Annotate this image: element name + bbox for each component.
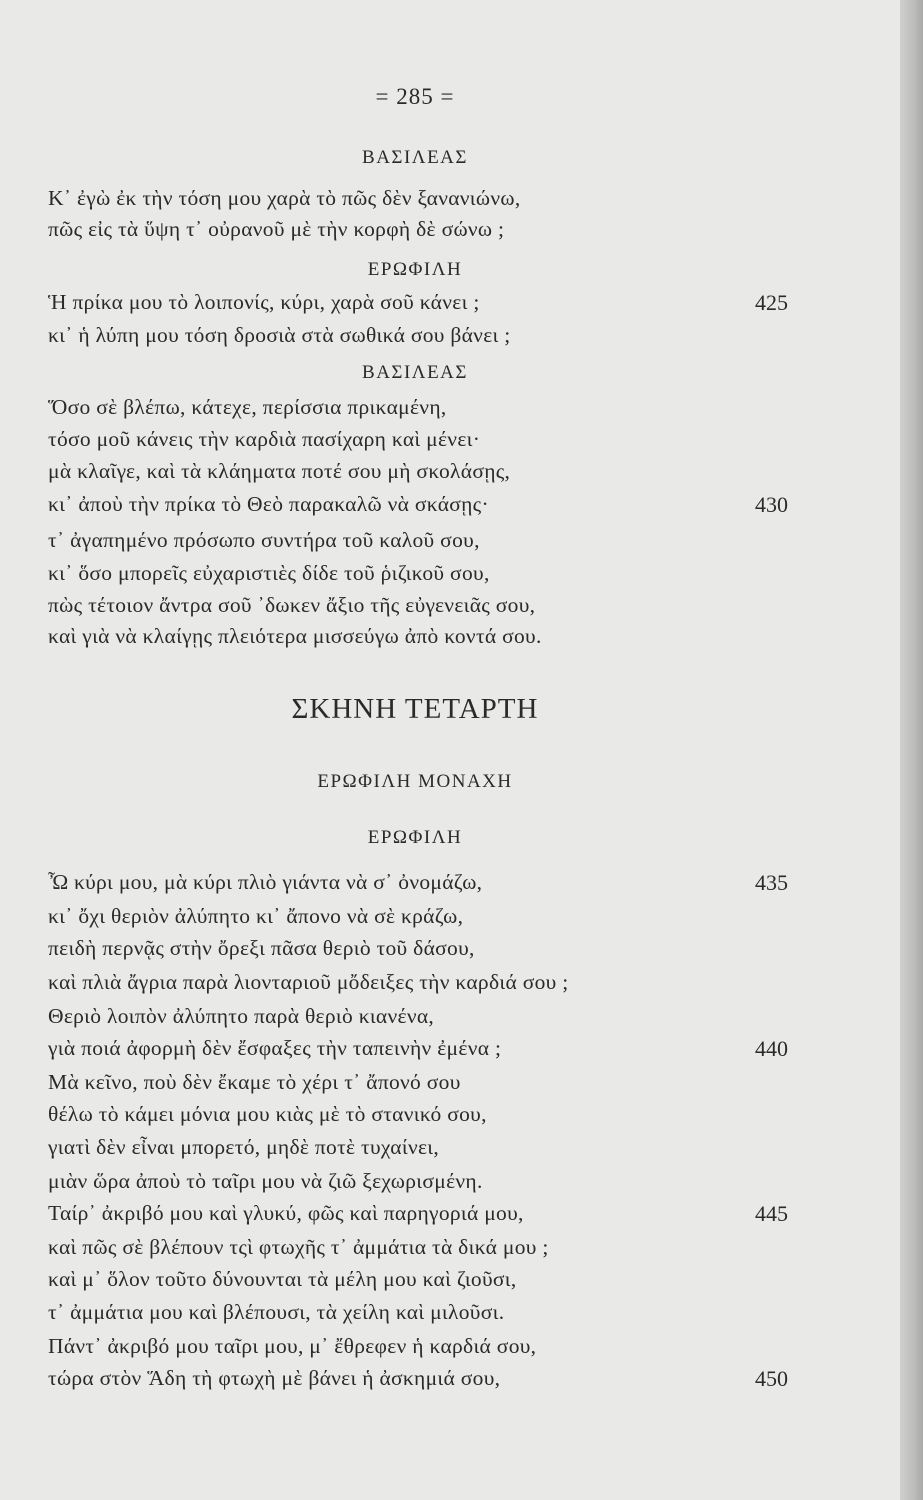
speaker-name: ΒΑΣΙΛΕΑΣ bbox=[362, 147, 468, 168]
verse-line: πῶς εἰς τὰ ὕψη τ᾿ οὐρανοῦ μὲ τὴν κορφὴ δὲ σώνω ; bbox=[48, 217, 505, 241]
verse-line: κι᾿ ἀποὺ τὴν πρίκα τὸ Θεὸ παρακαλῶ νὰ σκάσῃς· bbox=[48, 492, 489, 516]
verse-line: θέλω τὸ κάμει μόνια μου κιὰς μὲ τὸ στανικό σου, bbox=[48, 1102, 487, 1126]
verse-line: μὰ κλαῖγε, καὶ τὰ κλάηματα ποτέ σου μὴ σκολάσῃς, bbox=[48, 459, 511, 483]
scene-title: ΣΚΗΝΗ ΤΕΤΑΡΤΗ bbox=[291, 693, 539, 725]
verse-line: τόσο μοῦ κάνεις τὴν καρδιὰ πασίχαρη καὶ μένει· bbox=[48, 427, 481, 451]
verse-line: πειδὴ περνᾷς στὴν ὄρεξι πᾶσα θεριὸ τοῦ δάσου, bbox=[48, 936, 475, 960]
verse-line: Πάντ᾿ ἀκριβό μου ταῖρι μου, μ᾿ ἔθρεφεν ἡ καρδιά σου, bbox=[48, 1334, 537, 1358]
page-number: = 285 = bbox=[375, 84, 455, 109]
scene-subtitle: ΕΡΩΦΙΛΗ ΜΟΝΑΧΗ bbox=[317, 771, 513, 792]
verse-line: κι᾿ ἡ λύπη μου τόση δροσιὰ στὰ σωθικά σου βάνει ; bbox=[48, 323, 511, 347]
verse-line: κι᾿ ὄχι θεριὸν ἀλύπητο κι᾿ ἄπονο νὰ σὲ κράζω, bbox=[48, 904, 464, 928]
speaker-name: ΒΑΣΙΛΕΑΣ bbox=[362, 362, 468, 383]
line-number: 435 bbox=[755, 870, 788, 895]
line-number: 440 bbox=[755, 1036, 788, 1061]
verse-line: γιὰ ποιά ἀφορμὴ δὲν ἔσφαξες τὴν ταπεινὴν ἐμένα ; bbox=[48, 1036, 502, 1060]
line-number: 450 bbox=[755, 1366, 788, 1391]
verse-line: Ὦ κύρι μου, μὰ κύρι πλιὸ γιάντα νὰ σ᾿ ὀνομάζω, bbox=[48, 870, 483, 894]
verse-line: πὼς τέτοιον ἄντρα σοῦ ᾿δωκεν ἄξιο τῆς εὐγενειᾶς σου, bbox=[48, 593, 536, 617]
verse-line: Θεριὸ λοιπὸν ἀλύπητο παρὰ θεριὸ κιανένα, bbox=[48, 1004, 435, 1028]
page-edge-shadow bbox=[900, 0, 923, 1500]
line-number: 425 bbox=[755, 290, 788, 315]
verse-line: μιὰν ὥρα ἀποὺ τὸ ταῖρι μου νὰ ζιῶ ξεχωρισμένη. bbox=[48, 1169, 483, 1193]
speaker-name: ΕΡΩΦΙΛΗ bbox=[367, 259, 463, 280]
verse-line: Μὰ κεῖνο, ποὺ δὲν ἔκαμε τὸ χέρι τ᾿ ἄπονό σου bbox=[48, 1070, 461, 1094]
verse-line: Ὅσο σὲ βλέπω, κάτεχε, περίσσια πρικαμένη, bbox=[48, 395, 447, 419]
verse-line: Ἡ πρίκα μου τὸ λοιπονίς, κύρι, χαρὰ σοῦ κάνει ; bbox=[48, 290, 480, 314]
verse-line: τ᾿ ἀμμάτια μου καὶ βλέπουσι, τὰ χείλη καὶ μιλοῦσι. bbox=[48, 1300, 505, 1324]
verse-line: καὶ γιὰ νὰ κλαίγῃς πλειότερα μισσεύγω ἀπὸ κοντά σου. bbox=[48, 624, 542, 648]
verse-line: Ταίρ᾿ ἀκριβό μου καὶ γλυκύ, φῶς καὶ παρηγοριά μου, bbox=[48, 1201, 524, 1225]
line-number: 430 bbox=[755, 492, 788, 517]
verse-line: Κ᾿ ἐγὼ ἐκ τὴν τόση μου χαρὰ τὸ πῶς δὲν ξανανιώνω, bbox=[48, 186, 521, 210]
verse-line: κι᾿ ὅσο μπορεῖς εὐχαριστιὲς δίδε τοῦ ῥιζικοῦ σου, bbox=[48, 561, 490, 585]
verse-line: γιατὶ δὲν εἶναι μπορετό, μηδὲ ποτὲ τυχαίνει, bbox=[48, 1135, 440, 1159]
verse-line: καὶ πλιὰ ἄγρια παρὰ λιονταριοῦ μὄδειξες τὴν καρδιά σου ; bbox=[48, 970, 569, 994]
verse-line: καὶ πῶς σὲ βλέπουν τςὶ φτωχῆς τ᾿ ἀμμάτια τὰ δικά μου ; bbox=[48, 1235, 549, 1259]
speaker-name: ΕΡΩΦΙΛΗ bbox=[367, 827, 463, 848]
line-number: 445 bbox=[755, 1201, 788, 1226]
verse-line: καὶ μ᾿ ὅλον τοῦτο δύνουνται τὰ μέλη μου καὶ ζιοῦσι, bbox=[48, 1267, 517, 1291]
verse-line: τ᾿ ἀγαπημένο πρόσωπο συντήρα τοῦ καλοῦ σου, bbox=[48, 528, 480, 552]
verse-line: τώρα στὸν Ἅδη τὴ φτωχὴ μὲ βάνει ἡ ἀσκημιά σου, bbox=[48, 1366, 501, 1390]
